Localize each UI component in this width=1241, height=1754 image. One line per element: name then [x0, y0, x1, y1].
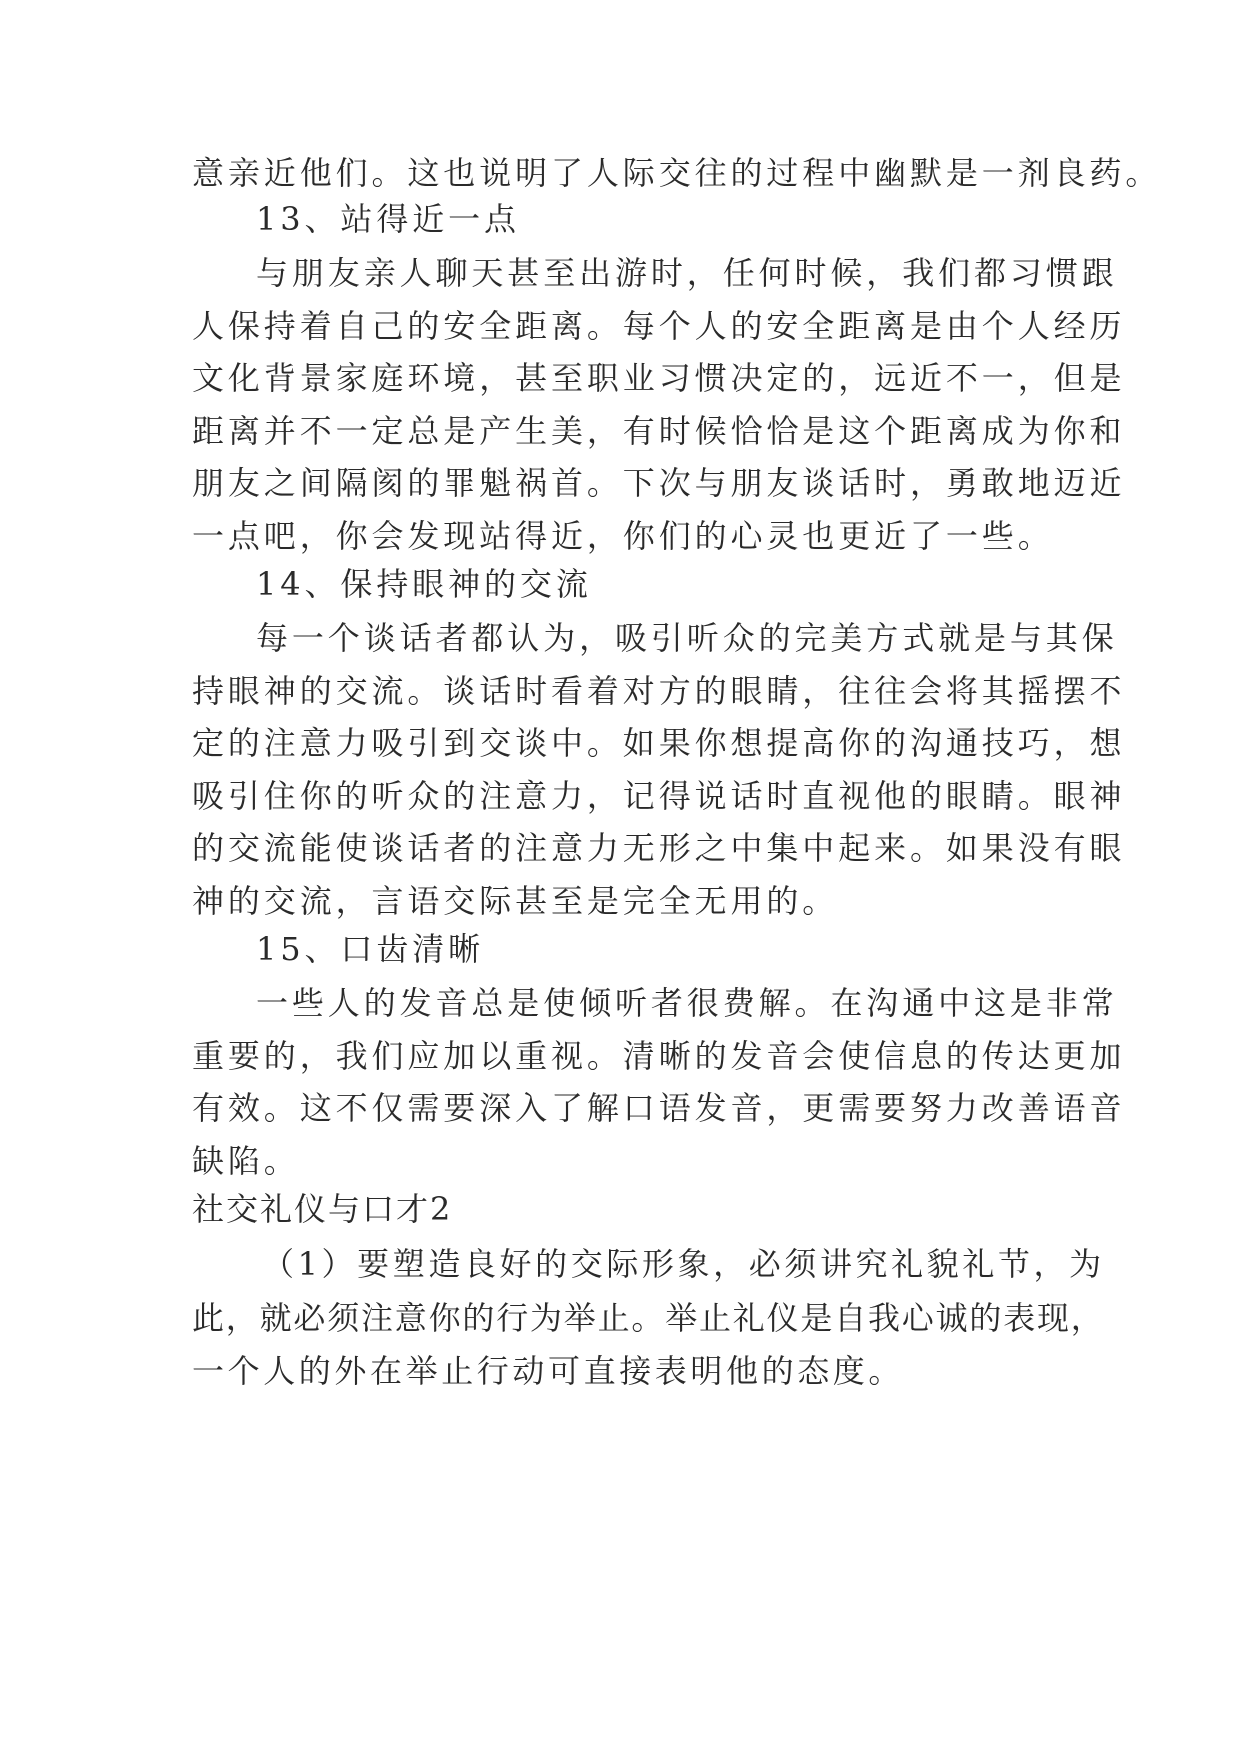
paragraph-line: 缺陷。 [192, 1142, 300, 1180]
paragraph-line: 的交流能使谈话者的注意力无形之中集中起来。如果没有眼 [192, 829, 1126, 867]
paragraph-line: 每一个谈话者都认为，吸引听众的完美方式就是与其保 [256, 619, 1118, 657]
paragraph-line: 距离并不一定总是产生美，有时候恰恰是这个距离成为你和 [192, 412, 1126, 450]
paragraph-line: 人保持着自己的安全距离。每个人的安全距离是由个人经历 [192, 307, 1126, 345]
paragraph-line: 此，就必须注意你的行为举止。举止礼仪是自我心诚的表现， [192, 1299, 1105, 1337]
paragraph-line: 吸引住你的听众的注意力，记得说话时直视他的眼睛。眼神 [192, 777, 1126, 815]
paragraph-line: 与朋友亲人聊天甚至出游时，任何时候，我们都习惯跟 [256, 254, 1118, 292]
paragraph-line: 重要的，我们应加以重视。清晰的发音会使信息的传达更加 [192, 1037, 1126, 1075]
paragraph-line: 一个人的外在举止行动可直接表明他的态度。 [192, 1352, 905, 1390]
paragraph-line: 持眼神的交流。谈话时看着对方的眼睛，往往会将其摇摆不 [192, 672, 1126, 710]
paragraph-line: 定的注意力吸引到交谈中。如果你想提高你的沟通技巧，想 [192, 724, 1126, 762]
paragraph-line: 意亲近他们。这也说明了人际交往的过程中幽默是一剂良药。 [192, 154, 1162, 192]
paragraph-line: 神的交流，言语交际甚至是完全无用的。 [192, 882, 839, 920]
paragraph-line: （1）要塑造良好的交际形象，必须讲究礼貌礼节，为 [262, 1245, 1105, 1283]
paragraph-line: 有效。这不仅需要深入了解口语发音，更需要努力改善语音 [192, 1089, 1126, 1127]
paragraph-line: 朋友之间隔阂的罪魁祸首。下次与朋友谈话时，勇敢地迈近 [192, 464, 1126, 502]
section-title: 社交礼仪与口才2 [192, 1190, 453, 1228]
section-heading-15: 15、口齿清晰 [256, 930, 485, 968]
section-heading-13: 13、站得近一点 [256, 200, 520, 238]
section-heading-14: 14、保持眼神的交流 [256, 565, 592, 603]
paragraph-line: 一些人的发音总是使倾听者很费解。在沟通中这是非常 [256, 984, 1118, 1022]
paragraph-line: 一点吧，你会发现站得近，你们的心灵也更近了一些。 [192, 517, 1054, 555]
paragraph-line: 文化背景家庭环境，甚至职业习惯决定的，远近不一，但是 [192, 359, 1126, 397]
